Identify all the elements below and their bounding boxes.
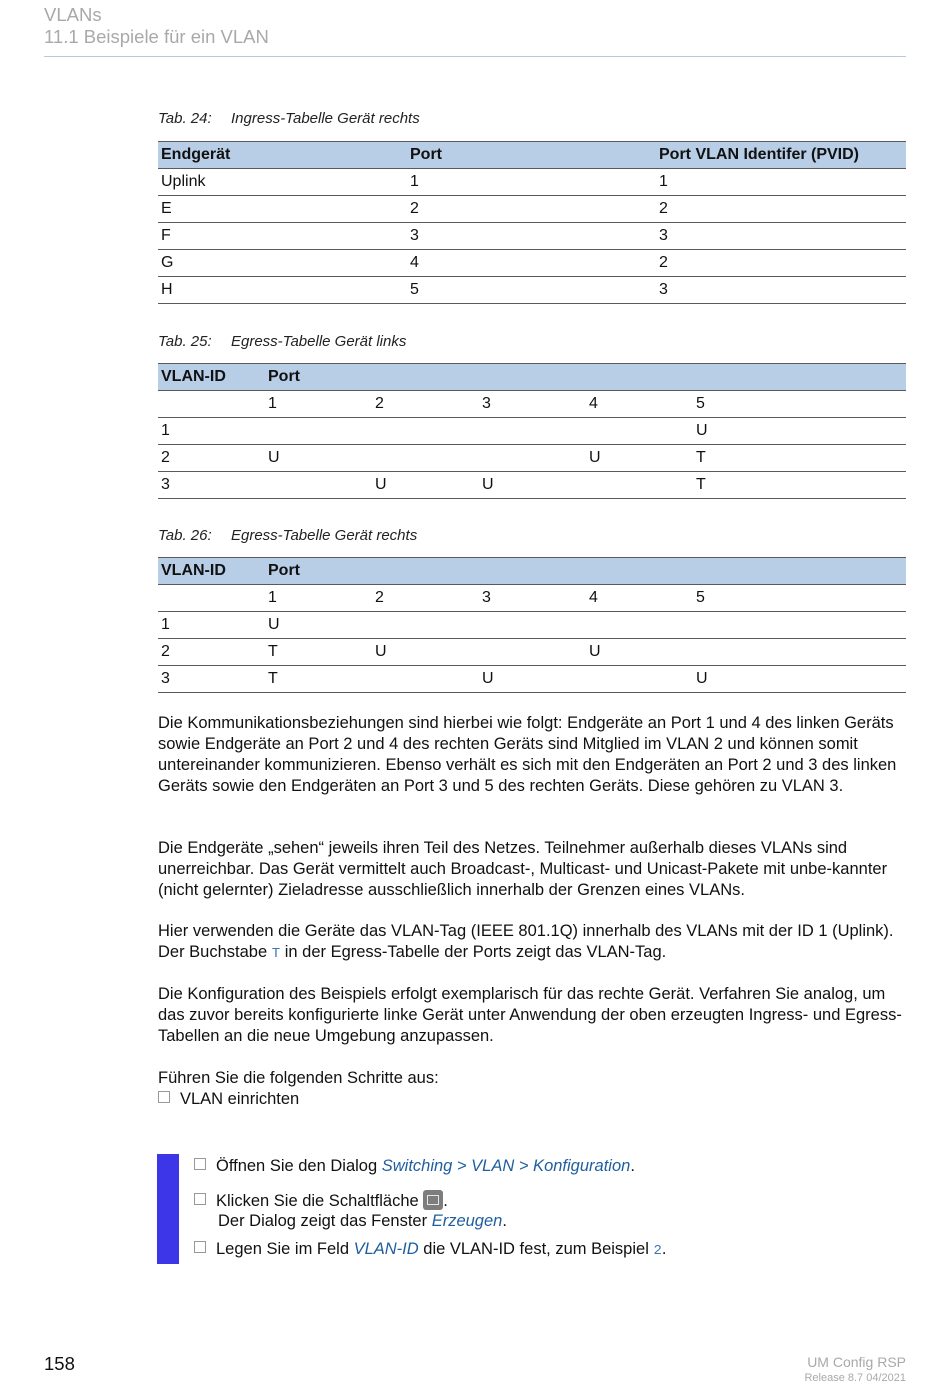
table-cell: Uplink <box>158 169 407 196</box>
table-cell <box>158 585 265 612</box>
step-result <box>218 1211 507 1232</box>
table-cell: U <box>693 666 906 693</box>
step-text: Öffnen Sie den Dialog <box>216 1157 382 1175</box>
column-header: Port <box>265 364 906 391</box>
table-row <box>158 418 906 445</box>
table-cell: 1 <box>265 391 372 418</box>
create-icon[interactable] <box>423 1190 443 1210</box>
column-header: Port <box>407 142 656 169</box>
table-cell <box>158 391 265 418</box>
table-cell: 4 <box>407 250 656 277</box>
running-header <box>44 4 269 48</box>
table-number: Tab. 25: <box>158 333 212 350</box>
step-set-vlan-id <box>194 1239 666 1262</box>
window-name-link[interactable]: Erzeugen <box>431 1212 503 1230</box>
egress-table-left <box>158 363 906 499</box>
inline-code: 2 <box>653 1243 662 1259</box>
paragraph-text: Hier verwenden die Geräte das VLAN-Tag (IEEE 801.1Q) innerhalb des VLANs mit der ID 1 (Uplink). Der Buchstabe <box>158 922 894 961</box>
table-cell: 2 <box>158 639 265 666</box>
table-cell: U <box>586 639 693 666</box>
table-cell <box>586 666 693 693</box>
paragraph-communication: Die Kommunikationsbeziehungen sind hierbei wie folgt: Endgeräte an Port 1 und 4 des linken Geräts sowie Endgeräte an Port 2 und 4 des rechten Geräts sind Mitglied im VLAN 2 und können somit untereinander kommunizieren. Ebenso verhält es sich mit den Endgeräten an Port 2 und 3 des linken Geräts sowie den Endgeräten an Port 3 und 5 des rechten Geräts. Diese gehören zu VLAN 3. <box>158 714 897 795</box>
step-text: . <box>630 1157 635 1175</box>
step-text: die VLAN-ID fest, zum Beispiel <box>418 1240 654 1258</box>
table-row <box>158 666 906 693</box>
table-cell <box>265 418 372 445</box>
table-cell <box>693 639 906 666</box>
paragraph-text: in der Egress-Tabelle der Ports zeigt das VLAN-Tag. <box>280 943 667 961</box>
step-text: . <box>502 1212 507 1230</box>
table-title: Ingress-Tabelle Gerät rechts <box>231 110 420 127</box>
table-cell: U <box>372 472 479 499</box>
checkbox-icon <box>194 1193 206 1205</box>
table-row <box>158 250 906 277</box>
chapter-title: VLANs <box>44 4 102 25</box>
table-cell: 3 <box>656 223 906 250</box>
step-click-button <box>194 1190 448 1212</box>
table-cell: 3 <box>479 391 586 418</box>
table-cell <box>693 612 906 639</box>
table-cell: 2 <box>158 445 265 472</box>
table-cell: 2 <box>407 196 656 223</box>
table-cell: 4 <box>586 585 693 612</box>
page-number: 158 <box>44 1353 75 1374</box>
table-cell <box>479 612 586 639</box>
table-number: Tab. 24: <box>158 110 212 127</box>
table-cell: 2 <box>656 196 906 223</box>
checkbox-icon <box>194 1241 206 1253</box>
table-cell <box>372 445 479 472</box>
paragraph-steps-intro: Führen Sie die folgenden Schritte aus: <box>158 1069 439 1087</box>
table-cell: E <box>158 196 407 223</box>
table-row <box>158 196 906 223</box>
table-cell: U <box>693 418 906 445</box>
table-cell <box>479 418 586 445</box>
table-cell <box>586 472 693 499</box>
table-cell: T <box>693 445 906 472</box>
port-number-row <box>158 391 906 418</box>
table-title: Egress-Tabelle Gerät rechts <box>231 527 418 544</box>
table-row <box>158 639 906 666</box>
table-row <box>158 277 906 304</box>
header-rule <box>44 56 906 57</box>
task-item <box>158 1089 908 1110</box>
step-text: Klicken Sie die Schaltfläche <box>216 1192 424 1210</box>
table-row <box>158 612 906 639</box>
table-cell: T <box>265 639 372 666</box>
table-caption <box>158 527 417 544</box>
egress-table-right <box>158 557 906 693</box>
table-cell: 1 <box>656 169 906 196</box>
table-cell: 1 <box>407 169 656 196</box>
table-cell: 2 <box>372 585 479 612</box>
table-caption <box>158 333 406 350</box>
step-text: . <box>443 1192 448 1210</box>
inline-code: T <box>271 946 281 962</box>
section-title: 11.1 Beispiele für ein VLAN <box>44 26 269 47</box>
field-name-link[interactable]: VLAN-ID <box>353 1240 419 1258</box>
table-cell <box>372 418 479 445</box>
step-open-dialog <box>194 1156 635 1177</box>
paragraph-configuration: Die Konfiguration des Beispiels erfolgt exemplarisch für das rechte Gerät. Verfahren Sie analog, um das zuvor bereits konfigurierte linke Gerät unter Anwendung der oben erzeugten Ingress- und Egress-Tabellen an die neue Umgebung anzupassen. <box>158 985 902 1045</box>
table-cell <box>479 639 586 666</box>
column-header: VLAN-ID <box>158 364 265 391</box>
task-label: VLAN einrichten <box>180 1090 300 1108</box>
table-cell <box>372 666 479 693</box>
checkbox-icon <box>158 1091 170 1103</box>
checkbox-icon <box>194 1158 206 1170</box>
step-text: Legen Sie im Feld <box>216 1240 354 1258</box>
table-cell: 4 <box>586 391 693 418</box>
table-cell: U <box>479 472 586 499</box>
release-info: Release 8.7 04/2021 <box>804 1372 906 1384</box>
column-header: Endgerät <box>158 142 407 169</box>
table-cell: F <box>158 223 407 250</box>
table-cell: 3 <box>407 223 656 250</box>
table-cell: U <box>586 445 693 472</box>
table-cell: H <box>158 277 407 304</box>
table-row <box>158 223 906 250</box>
table-cell: G <box>158 250 407 277</box>
table-caption <box>158 110 420 127</box>
table-cell: U <box>372 639 479 666</box>
table-cell: 2 <box>372 391 479 418</box>
table-cell: T <box>693 472 906 499</box>
table-cell <box>479 445 586 472</box>
table-number: Tab. 26: <box>158 527 212 544</box>
table-row <box>158 472 906 499</box>
table-cell: 1 <box>158 418 265 445</box>
table-cell: T <box>265 666 372 693</box>
menu-path-link[interactable]: Switching > VLAN > Konfiguration <box>381 1157 631 1175</box>
table-cell <box>372 612 479 639</box>
column-header: Port VLAN Identifer (PVID) <box>656 142 906 169</box>
document-title: UM Config RSP <box>807 1354 906 1370</box>
table-cell: 5 <box>407 277 656 304</box>
table-cell: U <box>265 612 372 639</box>
port-number-row <box>158 585 906 612</box>
step-text: . <box>661 1240 667 1258</box>
table-cell: 5 <box>693 585 906 612</box>
paragraph-visibility: Die Endgeräte „sehen“ jeweils ihren Teil des Netzes. Teilnehmer außerhalb dieses VLANs sind unerreichbar. Das Gerät vermittelt auch Broadcast-, Multicast- und Unicast-Pakete mit unbe-kannter (nicht gelernter) Zieladresse ausschließlich innerhalb der Grenzen eines VLANs. <box>158 839 888 899</box>
table-cell <box>586 612 693 639</box>
table-cell: 1 <box>158 612 265 639</box>
table-cell: 1 <box>265 585 372 612</box>
table-cell: 3 <box>479 585 586 612</box>
table-cell: 5 <box>693 391 906 418</box>
table-cell: 3 <box>656 277 906 304</box>
table-title: Egress-Tabelle Gerät links <box>231 333 407 350</box>
instruction-bar <box>157 1154 179 1264</box>
table-cell: U <box>265 445 372 472</box>
table-cell: 2 <box>656 250 906 277</box>
ingress-table-right <box>158 141 906 304</box>
table-cell <box>265 472 372 499</box>
table-cell: 3 <box>158 472 265 499</box>
step-text: Der Dialog zeigt das Fenster <box>218 1212 432 1230</box>
table-cell: 3 <box>158 666 265 693</box>
table-cell: U <box>479 666 586 693</box>
table-cell <box>586 418 693 445</box>
table-row <box>158 445 906 472</box>
column-header: VLAN-ID <box>158 558 265 585</box>
paragraph-vlan-tag <box>158 921 908 965</box>
table-row <box>158 169 906 196</box>
column-header: Port <box>265 558 906 585</box>
